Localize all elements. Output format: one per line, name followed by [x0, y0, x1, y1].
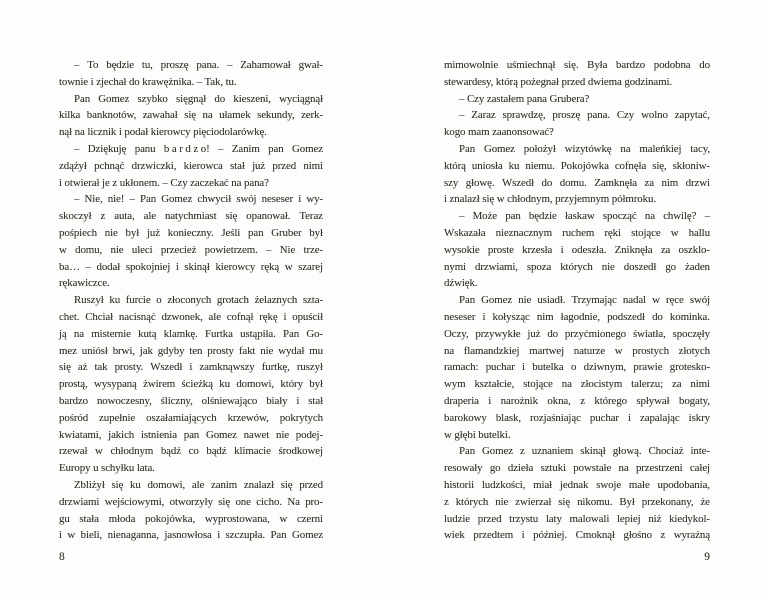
text-line: rękawiczce. [59, 277, 110, 290]
text-line: szy głowę. Wszedł do domu. Zamknęła za nim drzwi [444, 176, 710, 189]
text-line: pośród zupełnie oszałamiających krzewów, pokrytych [59, 411, 323, 424]
text-line: ba… – dodał spokojniej i skinął kierowcy ręką w szarej [59, 260, 323, 273]
page-right [384, 0, 768, 600]
text-line: w głębi butelki. [444, 428, 511, 441]
text-line: Pan Gomez z uznaniem skinął głową. Chociaż inte- [459, 445, 710, 458]
text-line: Wskazała nieznacznym ruchem ręki stojące w hallu [444, 226, 710, 239]
text-line: w domu, nie uleci przecież powietrzem. – Nie trze- [59, 243, 323, 256]
page-right-text-column [444, 57, 710, 544]
text-line: z których nie zwierzał się nikomu. Był przekonany, że [444, 495, 710, 508]
text-line: – To będzie tu, proszę pana. – Zahamował gwał- [74, 59, 323, 71]
text-line: nymi drzwiami, spoza których nie doszedł go żaden [444, 260, 710, 273]
page-number-left: 8 [59, 551, 65, 563]
text-line: barokowy blask, rozjaśniając puchar i zapalając iskry [444, 411, 710, 424]
text-line: zdążył pchnąć drzwiczki, kierowca stał już przed nimi [59, 159, 323, 172]
text-line: i w bieli, nienaganna, jasnowłosa i szczupła. Pan Gomez [59, 529, 323, 542]
text-line: kogo mam zaanonsować? [444, 126, 554, 139]
text-line: wiek przedtem i później. Cmoknął głośno z wyraźną [444, 529, 710, 542]
text-line: – Czy zastałem pana Grubera? [459, 92, 590, 105]
text-line: wym kształcie, stojące na złocistym talerzu; za nimi [444, 378, 710, 391]
text-line: nął na licznik i podał kierowcy pięciodolarówkę. [59, 126, 267, 139]
text-line: i znalazł się w chłodnym, przyjemnym półmroku. [444, 193, 656, 206]
text-line: townie i zjechał do krawężnika. – Tak, tu. [59, 75, 237, 88]
page-left-text-column [59, 57, 323, 544]
text-line: na flamandzkiej martwej naturze w prostych złotych [444, 344, 710, 357]
text-line: mimowolnie uśmiechnął się. Była bardzo podobna do [444, 59, 710, 71]
text-line: ludzie przed trzystu laty malowali lepiej niż kiedykol- [444, 512, 710, 525]
text-line: chet. Chciał nacisnąć dzwonek, ale cofnął rękę i opuścił [59, 310, 323, 323]
text-line: dźwięk. [444, 277, 478, 290]
page-number-right: 9 [704, 551, 710, 563]
text-line: kilka banknotów, zawahał się na ułamek sekundy, zerk- [59, 109, 323, 122]
text-line: draperia i narożnik okna, z którego spływał bogaty, [444, 394, 710, 407]
text-line: wysokie proste krzesła i odeszła. Zniknęła za oszklo- [444, 243, 710, 256]
text-line: – Dziękuję panu b a r d z o! – Zanim pan Gomez [74, 142, 323, 155]
text-line: się aż tak prosty. Wszedł i zamknąwszy furtkę, ruszył [59, 361, 323, 374]
text-line: ramach: puchar i butelka o dziwnym, prawie grotesko- [444, 361, 710, 374]
text-line: Pan Gomez nie usiadł. Trzymając nadal w ręce swój [459, 294, 710, 307]
text-line: którą uniosła ku niemu. Pokojówka cofnęła się, skłoniw- [444, 159, 710, 172]
text-line: – Zaraz sprawdzę, proszę pana. Czy wolno zapytać, [459, 109, 710, 122]
text-line: Zbliżył się ku domowi, ale zanim znalazł się przed [74, 478, 323, 491]
text-line: stewardesy, którą pożegnał przed dwiema godzinami. [444, 75, 673, 88]
text-line: – Nie, nie! – Pan Gomez chwycił swój neseser i wy- [74, 193, 323, 206]
text-line: Ruszył ku furcie o złoconych grotach żelaznych szta- [74, 294, 323, 307]
text-line: mez uniósł brwi, jak gdyby ten prosty fakt nie wydał mu [59, 344, 323, 357]
text-line: historii ludzkości, miał jednak swoje małe upodobania, [444, 478, 710, 491]
text-line: skoczył z auta, ale natychmiast się opanował. Teraz [59, 210, 323, 223]
text-line: gu stała młoda pokojówka, wyprostowana, w czerni [59, 512, 323, 525]
text-line: drzwiami wejściowymi, otworzyły się one cicho. Na pro- [59, 495, 323, 508]
text-line: Oczy, przywykłe już do przyćmionego światła, spoczęły [444, 327, 710, 340]
text-line: resowały go dzieła sztuki powstałe na przestrzeni całej [444, 462, 710, 475]
text-line: kwiatami, jakich istnienia pan Gomez nawet nie podej- [59, 428, 323, 441]
text-line: bardzo nowoczesny, śliczny, olśniewająco biały i stał [59, 394, 323, 407]
text-line: i otwierał je z ukłonem. – Czy zaczekać na pana? [59, 176, 269, 189]
text-line: prostą, wysypaną żwirem ścieżką ku domowi, który był [59, 378, 323, 391]
text-line: ją na misternie kutą klamkę. Furtka ustąpiła. Pan Go- [59, 327, 323, 340]
text-line: Europy u schyłku lata. [59, 462, 155, 475]
text-line: Pan Gomez położył wizytówkę na maleńkiej tacy, [459, 142, 710, 155]
text-line: neseser i kołysząc nim łagodnie, podszedł do kominka. [444, 310, 710, 323]
text-line: Pan Gomez szybko sięgnął do kieszeni, wyciągnął [74, 92, 323, 105]
text-line: rzewał w chłodnym bądź co bądź klimacie środkowej [59, 445, 323, 458]
text-line: pośpiech nie był już konieczny. Jeśli pan Gruber był [59, 226, 323, 239]
text-line: – Może pan będzie łaskaw spocząć na chwilę? – [459, 210, 710, 223]
